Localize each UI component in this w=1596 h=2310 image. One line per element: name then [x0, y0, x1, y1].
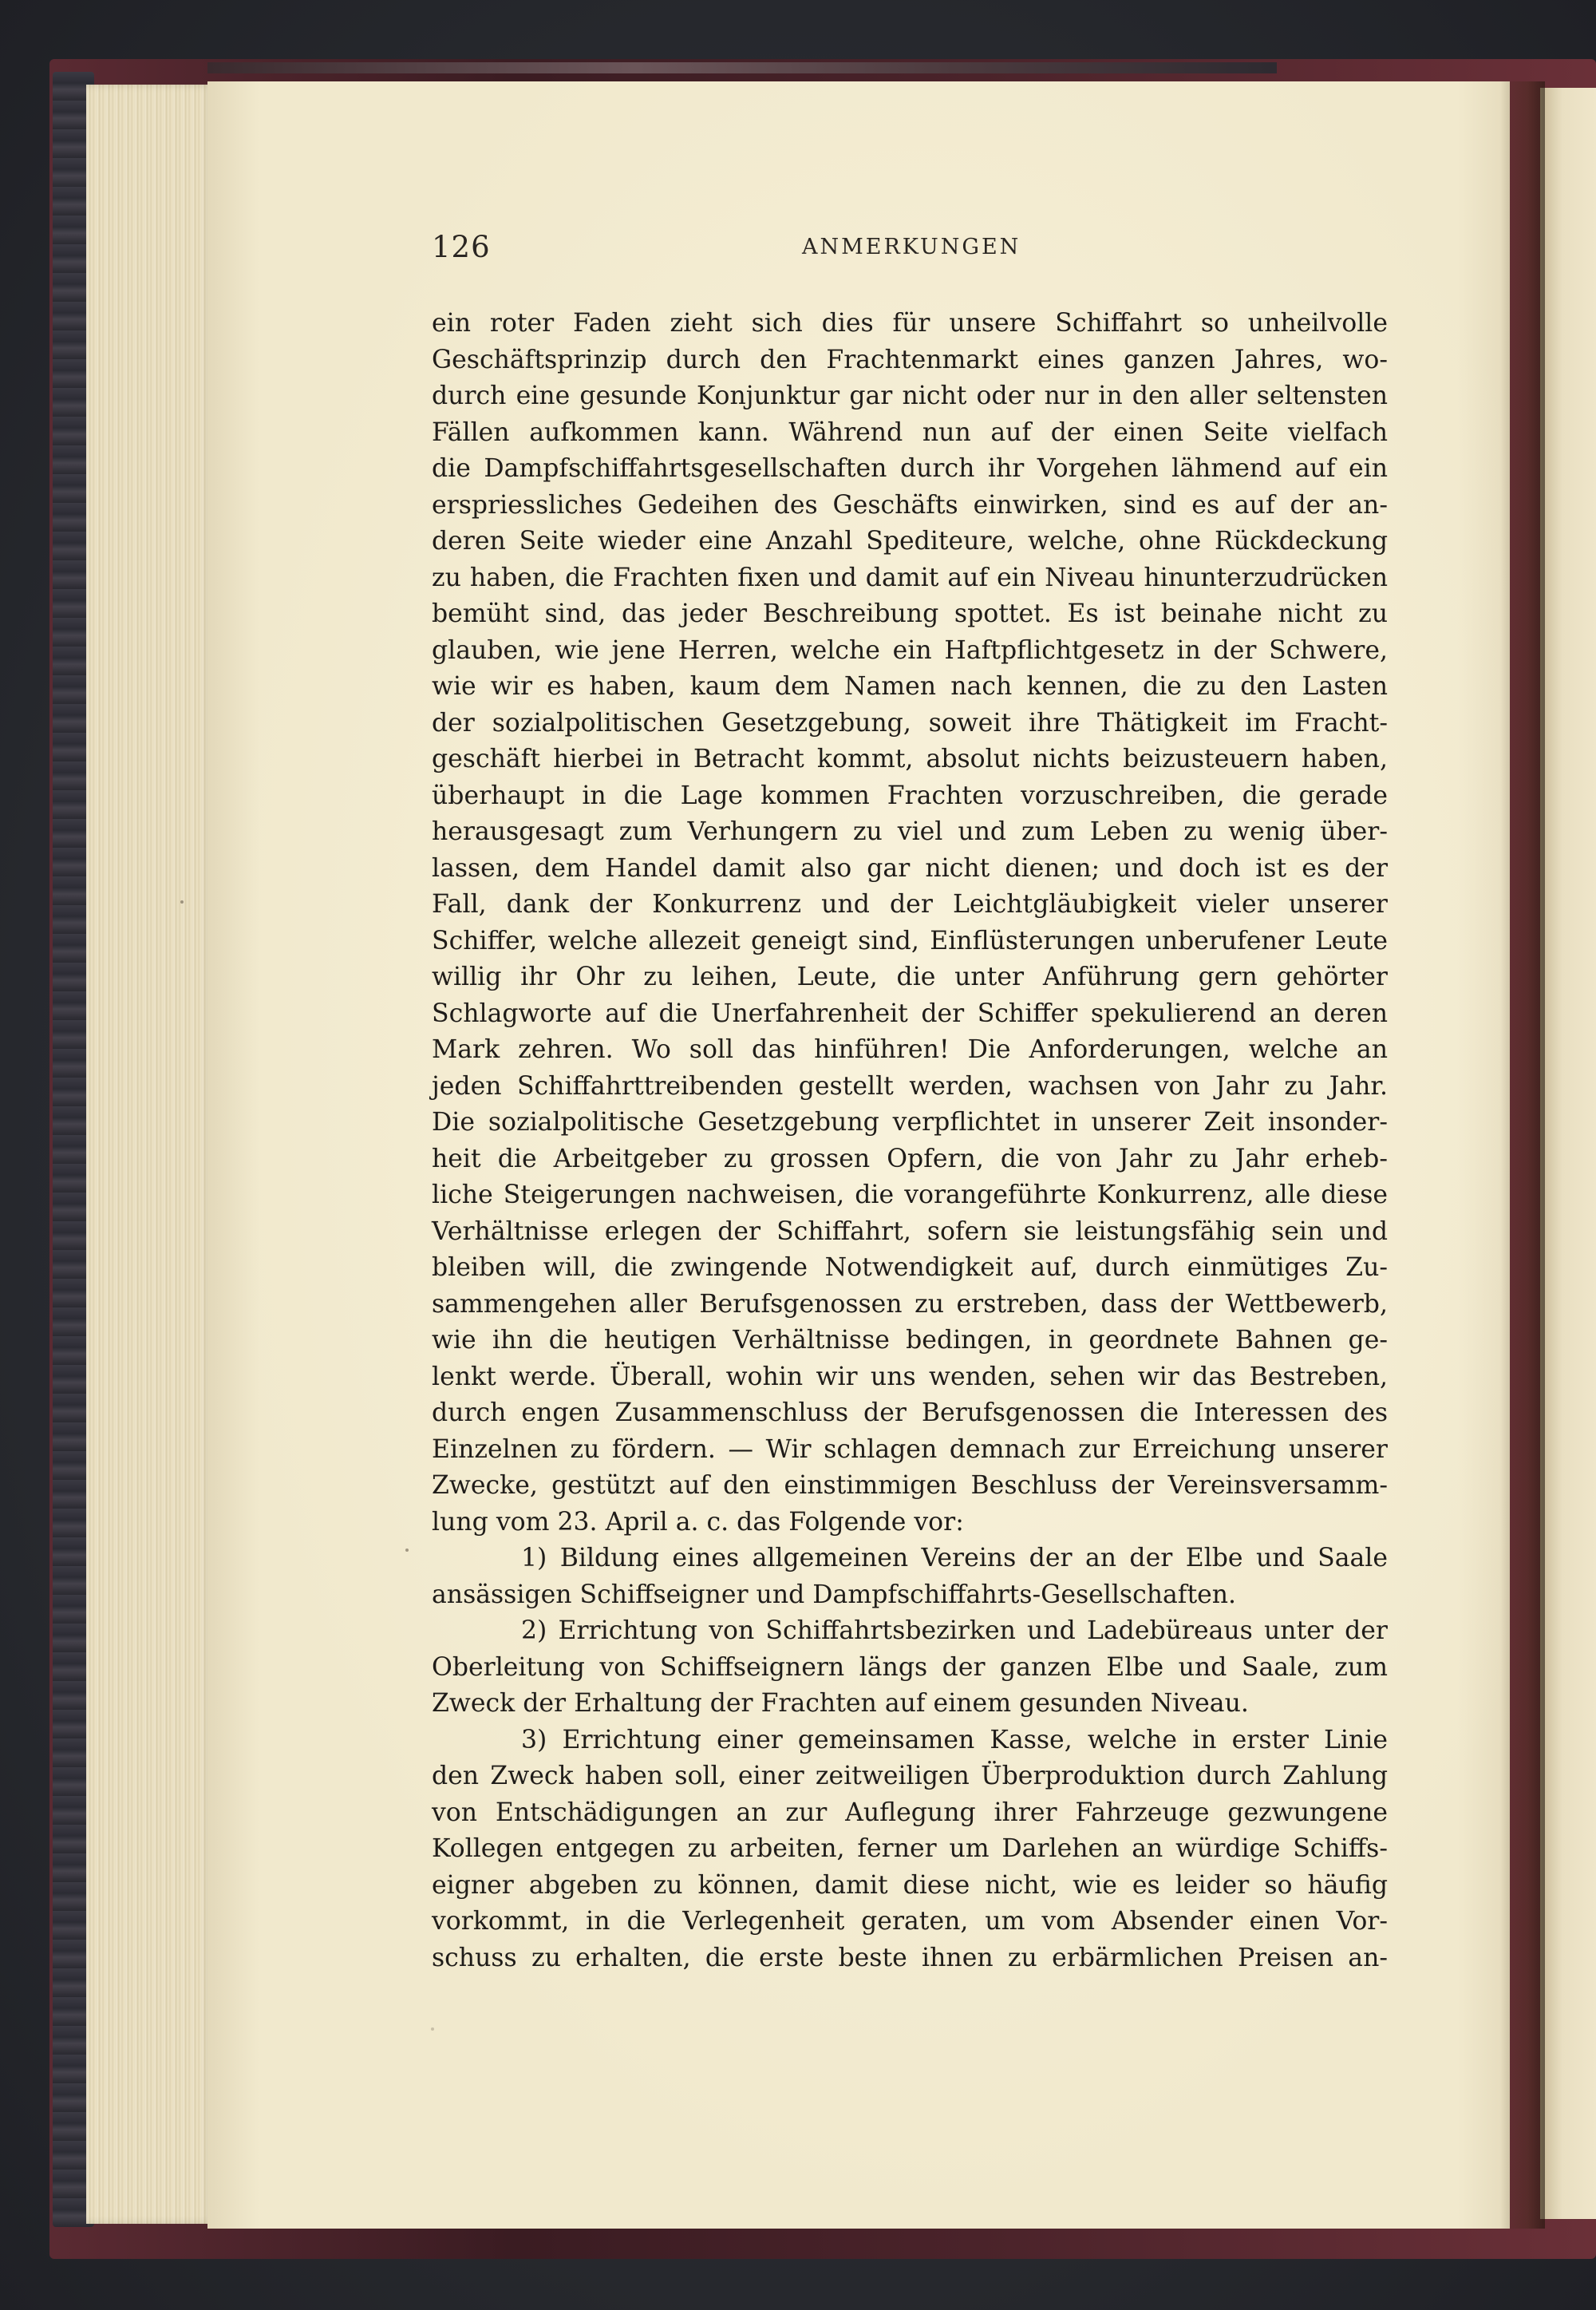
page-number: 126	[432, 230, 491, 264]
text-line: jeden Schiffahrttreibenden gestellt werden, wachsen von Jahr zu Jahr.	[432, 1071, 1388, 1101]
list-item-2-line: Oberleitung von Schiffseignern längs der ganzen Elbe und Saale, zum	[432, 1652, 1388, 1682]
text-line: sammengehen aller Berufsgenossen zu erstreben, dass der Wettbewerb,	[432, 1289, 1388, 1319]
text-line: deren Seite wieder eine Anzahl Spediteure, welche, ohne Rückdeckung	[432, 527, 1388, 556]
list-item-3-line: vorkommt, in die Verlegenheit geraten, um vom Absender einen Vor-	[432, 1907, 1388, 1936]
list-item-1-line: ansässigen Schiffseigner und Dampfschiffahrts-Gesellschaften.	[432, 1580, 1237, 1609]
list-item-3-line: 3) Errichtung einer gemeinsamen Kasse, welche in erster Linie	[521, 1725, 1388, 1754]
text-line: zu haben, die Frachten fixen und damit auf ein Niveau hinunterzudrücken	[432, 563, 1388, 592]
text-line: überhaupt in die Lage kommen Frachten vorzuschreiben, die gerade	[432, 781, 1388, 810]
text-line: durch eine gesunde Konjunktur gar nicht oder nur in den aller seltensten	[432, 382, 1388, 410]
text-line: Die sozialpolitische Gesetzgebung verpflichtet in unserer Zeit insonder-	[432, 1108, 1388, 1137]
text-line: Geschäftsprinzip durch den Frachtenmarkt eines ganzen Jahres, wo-	[432, 345, 1388, 374]
paper-speck	[180, 900, 184, 904]
text-line: lassen, dem Handel damit also gar nicht dienen; und doch ist es der	[432, 853, 1388, 883]
text-line: glauben, wie jene Herren, welche ein Haftpflichtgesetz in der Schwere,	[432, 635, 1388, 665]
text-line: lung vom 23. April a. c. das Folgende vor:	[432, 1507, 964, 1537]
text-line: Fällen aufkommen kann. Während nun auf der einen Seite vielfach	[432, 417, 1388, 447]
text-line: bemüht sind, das jeder Beschreibung spottet. Es ist beinahe nicht zu	[432, 599, 1388, 628]
list-item-3-line: von Entschädigungen an zur Auflegung ihrer Fahrzeuge gezwungene	[432, 1798, 1388, 1827]
text-line: heit die Arbeitgeber zu grossen Opfern, die von Jahr zu Jahr erheb-	[432, 1144, 1388, 1173]
facing-page-edge	[1540, 88, 1596, 2219]
list-item-3-line: den Zweck haben soll, einer zeitweiligen Überproduktion durch Zahlung	[432, 1762, 1388, 1790]
text-line: geschäft hierbei in Betracht kommt, absolut nichts beizusteuern haben,	[432, 745, 1388, 773]
text-line: ein roter Faden zieht sich dies für unsere Schiffahrt so unheilvolle	[432, 309, 1388, 338]
text-line: liche Steigerungen nachweisen, die vorangeführte Konkurrenz, alle diese	[432, 1181, 1388, 1209]
text-line: durch engen Zusammenschluss der Berufsgenossen die Interessen des	[432, 1398, 1388, 1427]
text-line: Fall, dank der Konkurrenz und der Leichtgläubigkeit vieler unserer	[432, 890, 1388, 919]
text-line: Verhältnisse erlegen der Schiffahrt, sofern sie leistungsfähig sein und	[432, 1216, 1388, 1246]
list-item-1-line: 1) Bildung eines allgemeinen Vereins der an der Elbe und Saale	[521, 1544, 1388, 1572]
text-line: wie ihn die heutigen Verhältnisse bedingen, in geordnete Bahnen ge-	[432, 1326, 1388, 1355]
text-line: Mark zehren. Wo soll das hinführen! Die Anforderungen, welche an	[432, 1035, 1388, 1064]
text-line: bleiben will, die zwingende Notwendigkeit auf, durch einmütiges Zu-	[432, 1253, 1388, 1282]
text-line: Schiffer, welche allezeit geneigt sind, Einflüsterungen unberufener Leute	[432, 926, 1388, 955]
list-item-2-line: 2) Errichtung von Schiffahrtsbezirken und Ladebüreaus unter der	[521, 1616, 1388, 1645]
stacked-page-edges	[86, 85, 214, 2224]
text-line: Zwecke, gestützt auf den einstimmigen Beschluss der Vereinsversamm-	[432, 1471, 1388, 1500]
body-text	[432, 306, 1388, 1976]
gutter-shadow	[1500, 81, 1545, 2229]
running-head-title: ANMERKUNGEN	[802, 235, 1021, 259]
list-item-3-line: schuss zu erhalten, die erste beste ihnen zu erbärmlichen Preisen an-	[432, 1943, 1388, 1972]
paper-speck	[431, 2027, 434, 2031]
list-item-3-line: eigner abgeben zu können, damit diese nicht, wie es leider so häufig	[432, 1870, 1388, 1900]
text-line: herausgesagt zum Verhungern zu viel und zum Leben zu wenig über-	[432, 817, 1388, 846]
text-line: willig ihr Ohr zu leihen, Leute, die unter Anführung gern gehörter	[432, 963, 1388, 991]
text-line: Schlagworte auf die Unerfahrenheit der Schiffer spekulierend an deren	[432, 999, 1388, 1028]
list-item-3-line: Kollegen entgegen zu arbeiten, ferner um Darlehen an würdige Schiffs-	[432, 1834, 1388, 1863]
text-line: Einzelnen zu fördern. — Wir schlagen demnach zur Erreichung unserer	[432, 1434, 1388, 1464]
text-line: die Dampfschiffahrtsgesellschaften durch ihr Vorgehen lähmend auf ein	[432, 454, 1388, 483]
text-line: wie wir es haben, kaum dem Namen nach kennen, die zu den Lasten	[432, 672, 1388, 701]
paper-speck	[405, 1549, 409, 1552]
text-line: der sozialpolitischen Gesetzgebung, soweit ihre Thätigkeit im Fracht-	[432, 708, 1388, 738]
list-item-2-line: Zweck der Erhaltung der Frachten auf einem gesunden Niveau.	[432, 1689, 1249, 1718]
text-line: lenkt werde. Überall, wohin wir uns wenden, sehen wir das Bestreben,	[432, 1362, 1388, 1391]
running-head	[432, 230, 1389, 278]
text-line: erspriessliches Gedeihen des Geschäfts einwirken, sind es auf der an-	[432, 490, 1388, 520]
book-top-edge	[207, 62, 1277, 73]
